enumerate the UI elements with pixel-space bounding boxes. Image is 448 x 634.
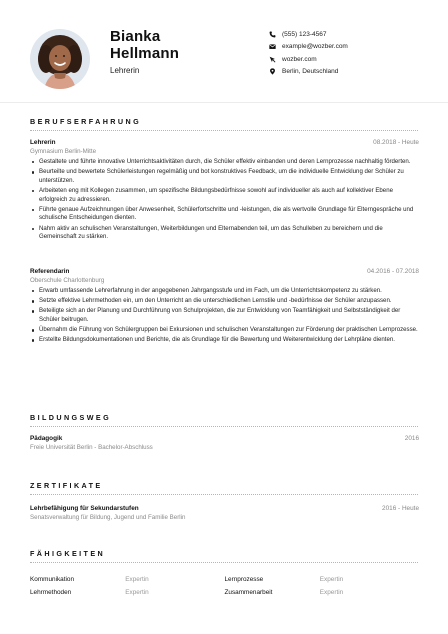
list-item: Setzte effektive Lehrmethoden ein, um den Unterricht an die unterschiedlichen Lernstile und -bedürfnisse der Schüler anzupassen. bbox=[39, 297, 419, 306]
table-row bbox=[30, 586, 419, 599]
skills-table bbox=[30, 573, 419, 599]
skill-name: Zusammenarbeit bbox=[224, 589, 273, 596]
link-icon bbox=[268, 55, 276, 63]
experience-entry-1 bbox=[30, 139, 419, 243]
skill-level: Expertin bbox=[319, 589, 344, 596]
section-title-certificates: ZERTIFIKATE bbox=[30, 481, 103, 490]
contact-phone-text: (555) 123-4567 bbox=[282, 30, 327, 38]
entry-title: Lehrerin bbox=[30, 139, 56, 146]
section-divider bbox=[30, 130, 418, 131]
section-title-skills: FÄHIGKEITEN bbox=[30, 549, 106, 558]
entry-organization: Oberschule Charlottenburg bbox=[30, 276, 105, 284]
contact-list bbox=[268, 28, 428, 78]
entry-title: Pädagogik bbox=[30, 435, 63, 442]
section-divider bbox=[30, 494, 418, 495]
list-item: Führte genaue Aufzeichnungen über Anwesenheit, Schülerfortschritte und -leistungen, die als wertvolle Grundlage für Elterngespräche und schulische Entscheidungen dienten. bbox=[39, 206, 419, 223]
email-icon bbox=[268, 43, 276, 51]
entry-date: 08.2018 - Heute bbox=[373, 139, 419, 146]
entry-organization: Freie Universität Berlin - Bachelor-Abschluss bbox=[30, 443, 153, 451]
entry-date: 2016 bbox=[404, 435, 419, 442]
list-item: Arbeiteten eng mit Kollegen zusammen, um spezifische Bildungsbedürfnisse sowohl auf individueller als auch auf kollektiver Ebene erfolgreich zu adressieren. bbox=[39, 187, 419, 204]
avatar bbox=[30, 29, 90, 89]
name-last: Hellmann bbox=[110, 45, 180, 62]
job-title: Lehrerin bbox=[110, 66, 140, 75]
list-item: Übernahm die Führung von Schülergruppen bei Exkursionen und schulischen Veranstaltungen zur Förderung der praktischen Lernprozesse. bbox=[39, 326, 418, 334]
header-divider bbox=[0, 102, 448, 103]
contact-location bbox=[268, 66, 428, 79]
entry-organization: Senatsverwaltung für Bildung, Jugend und Familie Berlin bbox=[30, 513, 186, 521]
skill-level: Expertin bbox=[125, 576, 149, 583]
entry-bullet-list bbox=[30, 158, 419, 242]
entry-bullet-list bbox=[30, 287, 419, 345]
education-entry-1 bbox=[30, 435, 419, 452]
section-divider bbox=[30, 426, 418, 427]
list-item: Erwarb umfassende Lehrerfahrung in der angegebenen Jahrgangsstufe und im Fach, um die Unterrichtskompetenz zu stärken. bbox=[39, 287, 419, 296]
section-title-education: BILDUNGSWEG bbox=[30, 413, 112, 422]
skill-name: Kommunikation bbox=[30, 576, 75, 583]
contact-email[interactable] bbox=[268, 41, 428, 54]
entry-organization: Gymnasium Berlin-Mitte bbox=[30, 147, 97, 155]
certificate-entry-1 bbox=[30, 505, 419, 522]
section-title-experience: BERUFSERFAHRUNG bbox=[30, 117, 142, 126]
experience-entry-2 bbox=[30, 268, 419, 347]
entry-title: Lehrbefähigung für Sekundarstufen bbox=[30, 505, 139, 512]
skill-level: Expertin bbox=[319, 576, 344, 583]
section-divider bbox=[30, 562, 418, 563]
table-row bbox=[30, 573, 419, 586]
candidate-name bbox=[110, 28, 179, 62]
list-item: Gestaltete und führte innovative Unterrichtsaktivitäten durch, die Schüler effektiv einbanden und deren Lernprozesse nachhaltig förderten. bbox=[39, 158, 419, 167]
list-item: Nahm aktiv an schulischen Veranstaltungen, Weiterbildungen und Elternabenden teil, um das Schulleben zu bereichern und die Gemeinschaft zu stärken. bbox=[39, 225, 419, 242]
skill-level: Expertin bbox=[125, 589, 149, 596]
profile-photo bbox=[30, 29, 90, 89]
contact-website[interactable] bbox=[268, 53, 428, 66]
contact-phone bbox=[268, 28, 428, 41]
entry-date: 04.2016 - 07.2018 bbox=[367, 268, 419, 275]
list-item: Erstellte Bildungsdokumentationen und Berichte, die als Grundlage für die Bewertung und Weiterentwicklung der Lehrpläne dienten. bbox=[39, 336, 419, 345]
skill-name: Lehrmethoden bbox=[30, 589, 72, 596]
contact-location-text: Berlin, Deutschland bbox=[282, 68, 339, 76]
entry-title: Referendarin bbox=[30, 268, 70, 275]
skill-name: Lernprozesse bbox=[224, 576, 264, 583]
list-item: Beurteilte und bewertete Schülerleistungen regelmäßig und bot konstruktives Feedback, um die individuelle Entwicklung der Schüler zu unterstützen. bbox=[39, 168, 419, 185]
phone-icon bbox=[268, 30, 276, 38]
list-item: Beteiligte sich an der Planung und Durchführung von Schulprojekten, die zur Entwicklung von Teamfähigkeit und Selbstständigkeit der Schüler beitrugen. bbox=[39, 307, 419, 324]
entry-date: 2016 - Heute bbox=[382, 505, 419, 512]
contact-email-text[interactable]: example@wozber.com bbox=[282, 43, 348, 51]
name-first: Bianka bbox=[110, 28, 161, 45]
contact-website-text[interactable]: wozber.com bbox=[282, 55, 317, 63]
location-pin-icon bbox=[268, 68, 276, 76]
